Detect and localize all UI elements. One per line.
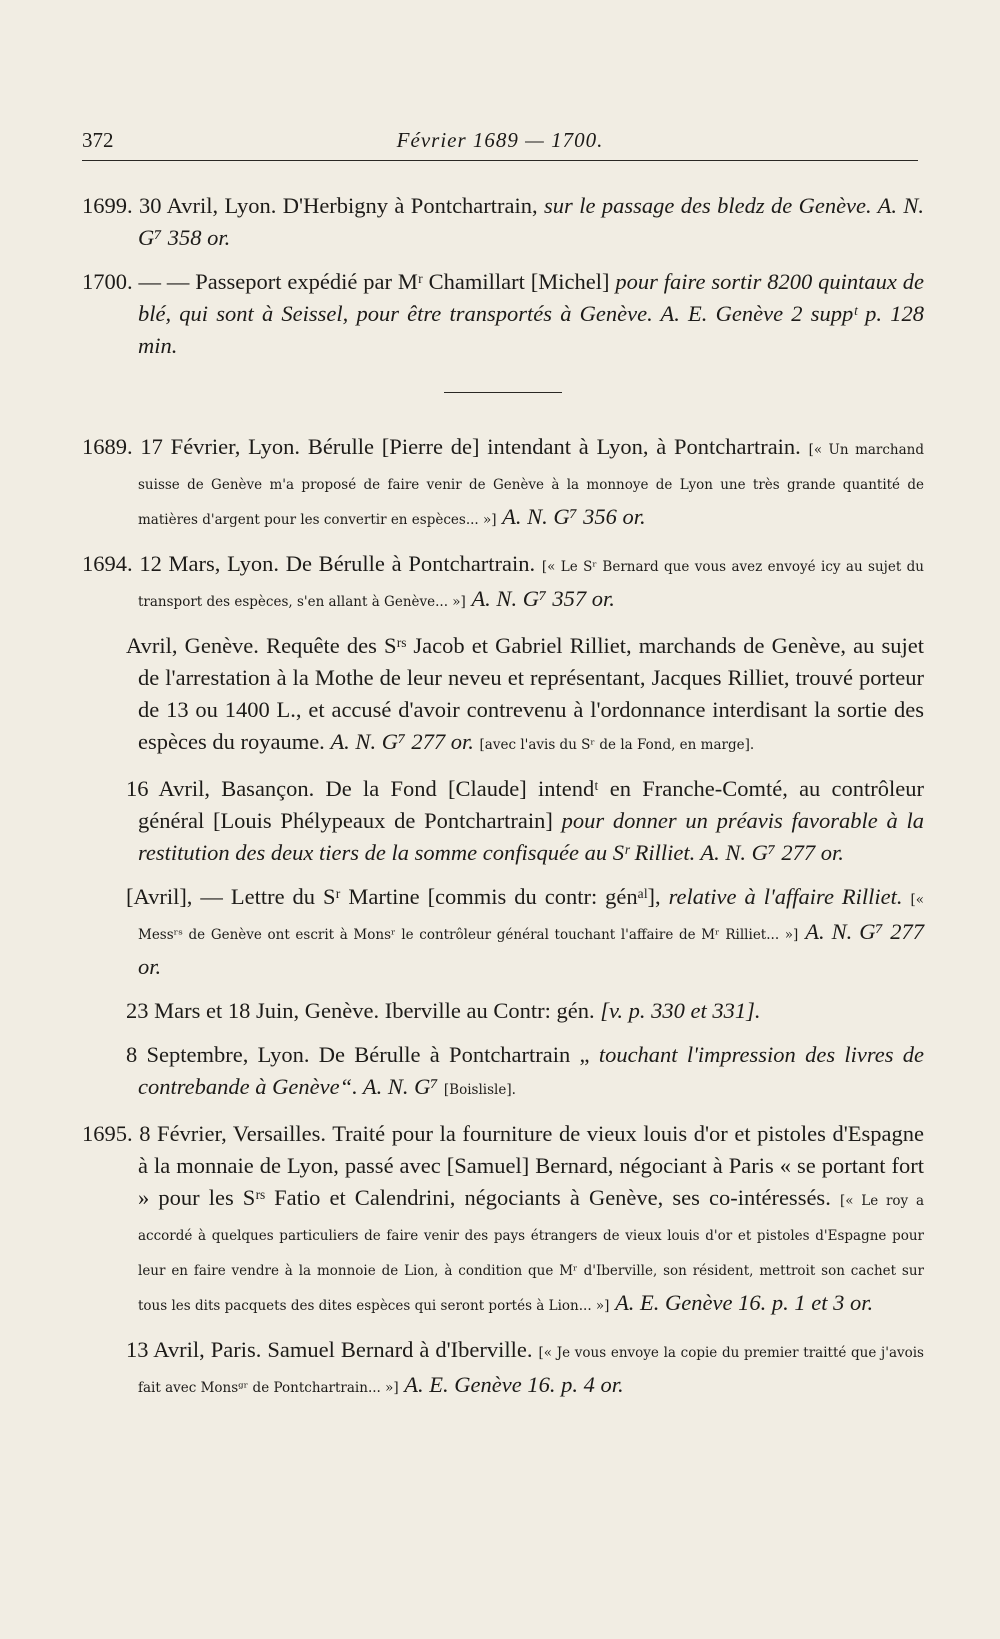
running-title: Février 1689 — 1700. [396, 128, 604, 152]
entry-italic: touchant l'impression des livres de contrebande à Genève“. A. N. G⁷ [138, 1042, 925, 1099]
entry-italic: A. N. G⁷ 357 or. [471, 586, 615, 611]
entry-year: 1700. [82, 269, 133, 294]
entry-date: 30 Avril, Lyon. [139, 193, 277, 218]
entry-italic: A. E. Genève 16. p. 4 or. [404, 1372, 624, 1397]
entry-note: [avec l'avis du Sʳ de la Fond, en marge]. [479, 737, 755, 753]
entry-text: De Bérulle à Pontchartrain „ [318, 1042, 590, 1067]
entry-1689-17-fevrier [82, 431, 924, 536]
entry-quote: [« Un marchand suisse de Genève m'a proposé de faire venir de Genève à la monnoye de Lyon une très grande quantité de matières d'argent pour les convertir en espèces... »] [138, 442, 925, 528]
entry-text: De la Fond [Claude] intendᵗ en Franche-Comté, au contrôleur général [Louis Phélypeaux de Pontchartrain] [138, 776, 925, 833]
entry-1694-16-avril [82, 773, 924, 869]
entry-1694-avril-geneve [82, 630, 924, 761]
entry-note: [Boislisle]. [443, 1082, 516, 1098]
section-separator [444, 392, 562, 393]
entry-text: Traité pour la fourniture de vieux louis d'or et pistoles d'Espagne à la monnaie de Lyon, passé avec [Samuel] Bernard, négociant à Paris « se portant fort » pour les Sʳˢ Fatio et Calendrini, négociants à Genève, ses co-intéressés. [138, 1121, 925, 1210]
entry-1694-mars-juin [82, 995, 924, 1027]
entry-year: 1694. [82, 551, 133, 576]
entry-text: Samuel Bernard à d'Iberville. [267, 1337, 533, 1362]
entry-year: 1699. [82, 193, 133, 218]
entry-italic: A. N. G⁷ 356 or. [502, 504, 646, 529]
entry-date: 13 Avril, Paris. [126, 1337, 262, 1362]
entry-quote: [« Le roy a accordé à quelques particuliers de faire venir des pays étrangers de vieux louis d'or et pistoles d'Espagne pour leur en faire vendre à la monnoie de Lion, à condition que Mʳ d'Iberville, son résident, mettroit son cachet sur tous les dits pacquets des dites espèces qui seront portés à Lion... »] [138, 1193, 924, 1314]
entry-italic: A. E. Genève 16. p. 1 et 3 or. [615, 1290, 874, 1315]
page-header [82, 126, 918, 161]
entry-year: 1689. [82, 434, 133, 459]
page-number: 372 [82, 128, 114, 152]
entry-text: Requête des Sʳˢ Jacob et Gabriel Rilliet, marchands de Genève, au sujet de l'arrestation à la Mothe de leur neveu et représentant, Jacques Rilliet, trouvé porteur de 13 ou 1400 L., et accusé d'avoir contrevenu à l'ordonnance interdisant la sortie des espèces du royaume. [138, 633, 924, 754]
entry-italic: relative à l'affaire Rilliet. [668, 884, 903, 909]
entry-italic: pour faire sortir 8200 quintaux de blé, qui sont à Seissel, pour être transportés à Genève. A. E. Genève 2 suppᵗ p. 128 min. [138, 269, 925, 358]
entry-1699-30-avril [82, 190, 924, 254]
entry-year: 1695. [82, 1121, 133, 1146]
entry-date: 8 Septembre, Lyon. [126, 1042, 310, 1067]
entry-quote: [« Le Sʳ Bernard que vous avez envoyé icy au sujet du transport des espèces, s'en allant à Genève... »] [138, 559, 924, 610]
entry-quote: [« Je vous envoye la copie du premier traitté que j'avois fait avec Monsᵍʳ de Pontchartrain... »] [138, 1345, 924, 1396]
entry-1695-8-fevrier [82, 1118, 924, 1322]
entry-italic: pour donner un préavis favorable à la restitution des deux tiers de la somme confisquée au Sʳ Rilliet. A. N. G⁷ 277 or. [138, 808, 925, 865]
entry-date: [Avril], — [126, 884, 223, 909]
entry-text: Bérulle [Pierre de] intendant à Lyon, à Pontchartrain. [307, 434, 801, 459]
entry-1694-avril-martine [82, 881, 924, 983]
entry-date: — — [138, 269, 190, 294]
page-body [82, 190, 924, 1416]
entry-1700 [82, 266, 924, 362]
entry-date: 16 Avril, Basançon. [126, 776, 315, 801]
entry-text: De Bérulle à Pontchartrain. [285, 551, 536, 576]
entry-text: Iberville au Contr: gén. [384, 998, 595, 1023]
entry-quote: [« Messʳˢ de Genève ont escrit à Monsʳ le contrôleur général touchant l'affaire de Mʳ Rilliet... »] [138, 892, 925, 943]
entry-italic: sur le passage des bledz de Genève. A. N. G⁷ 358 or. [138, 193, 925, 250]
entry-italic: A. N. G⁷ 277 or. [330, 729, 474, 754]
entry-date: 23 Mars et 18 Juin, Genève. [126, 998, 380, 1023]
entry-date: 12 Mars, Lyon. [139, 551, 280, 576]
entry-italic-ref: A. N. G⁷ 277 or. [138, 919, 925, 979]
entry-1695-13-avril [82, 1334, 924, 1404]
entry-text: D'Herbigny à Pontchartrain, [282, 193, 538, 218]
entry-italic: [v. p. 330 et 331]. [600, 998, 761, 1023]
entry-date: 8 Février, Versailles. [139, 1121, 327, 1146]
entry-date: 17 Février, Lyon. [140, 434, 301, 459]
entry-text: Lettre du Sʳ Martine [commis du contr: génᵃˡ], [230, 884, 661, 909]
entry-date: Avril, Genève. [126, 633, 259, 658]
entry-text: Passeport expédié par Mʳ Chamillart [Michel] [195, 269, 610, 294]
entry-1694-8-septembre [82, 1039, 924, 1106]
entry-1694-12-mars [82, 548, 924, 618]
